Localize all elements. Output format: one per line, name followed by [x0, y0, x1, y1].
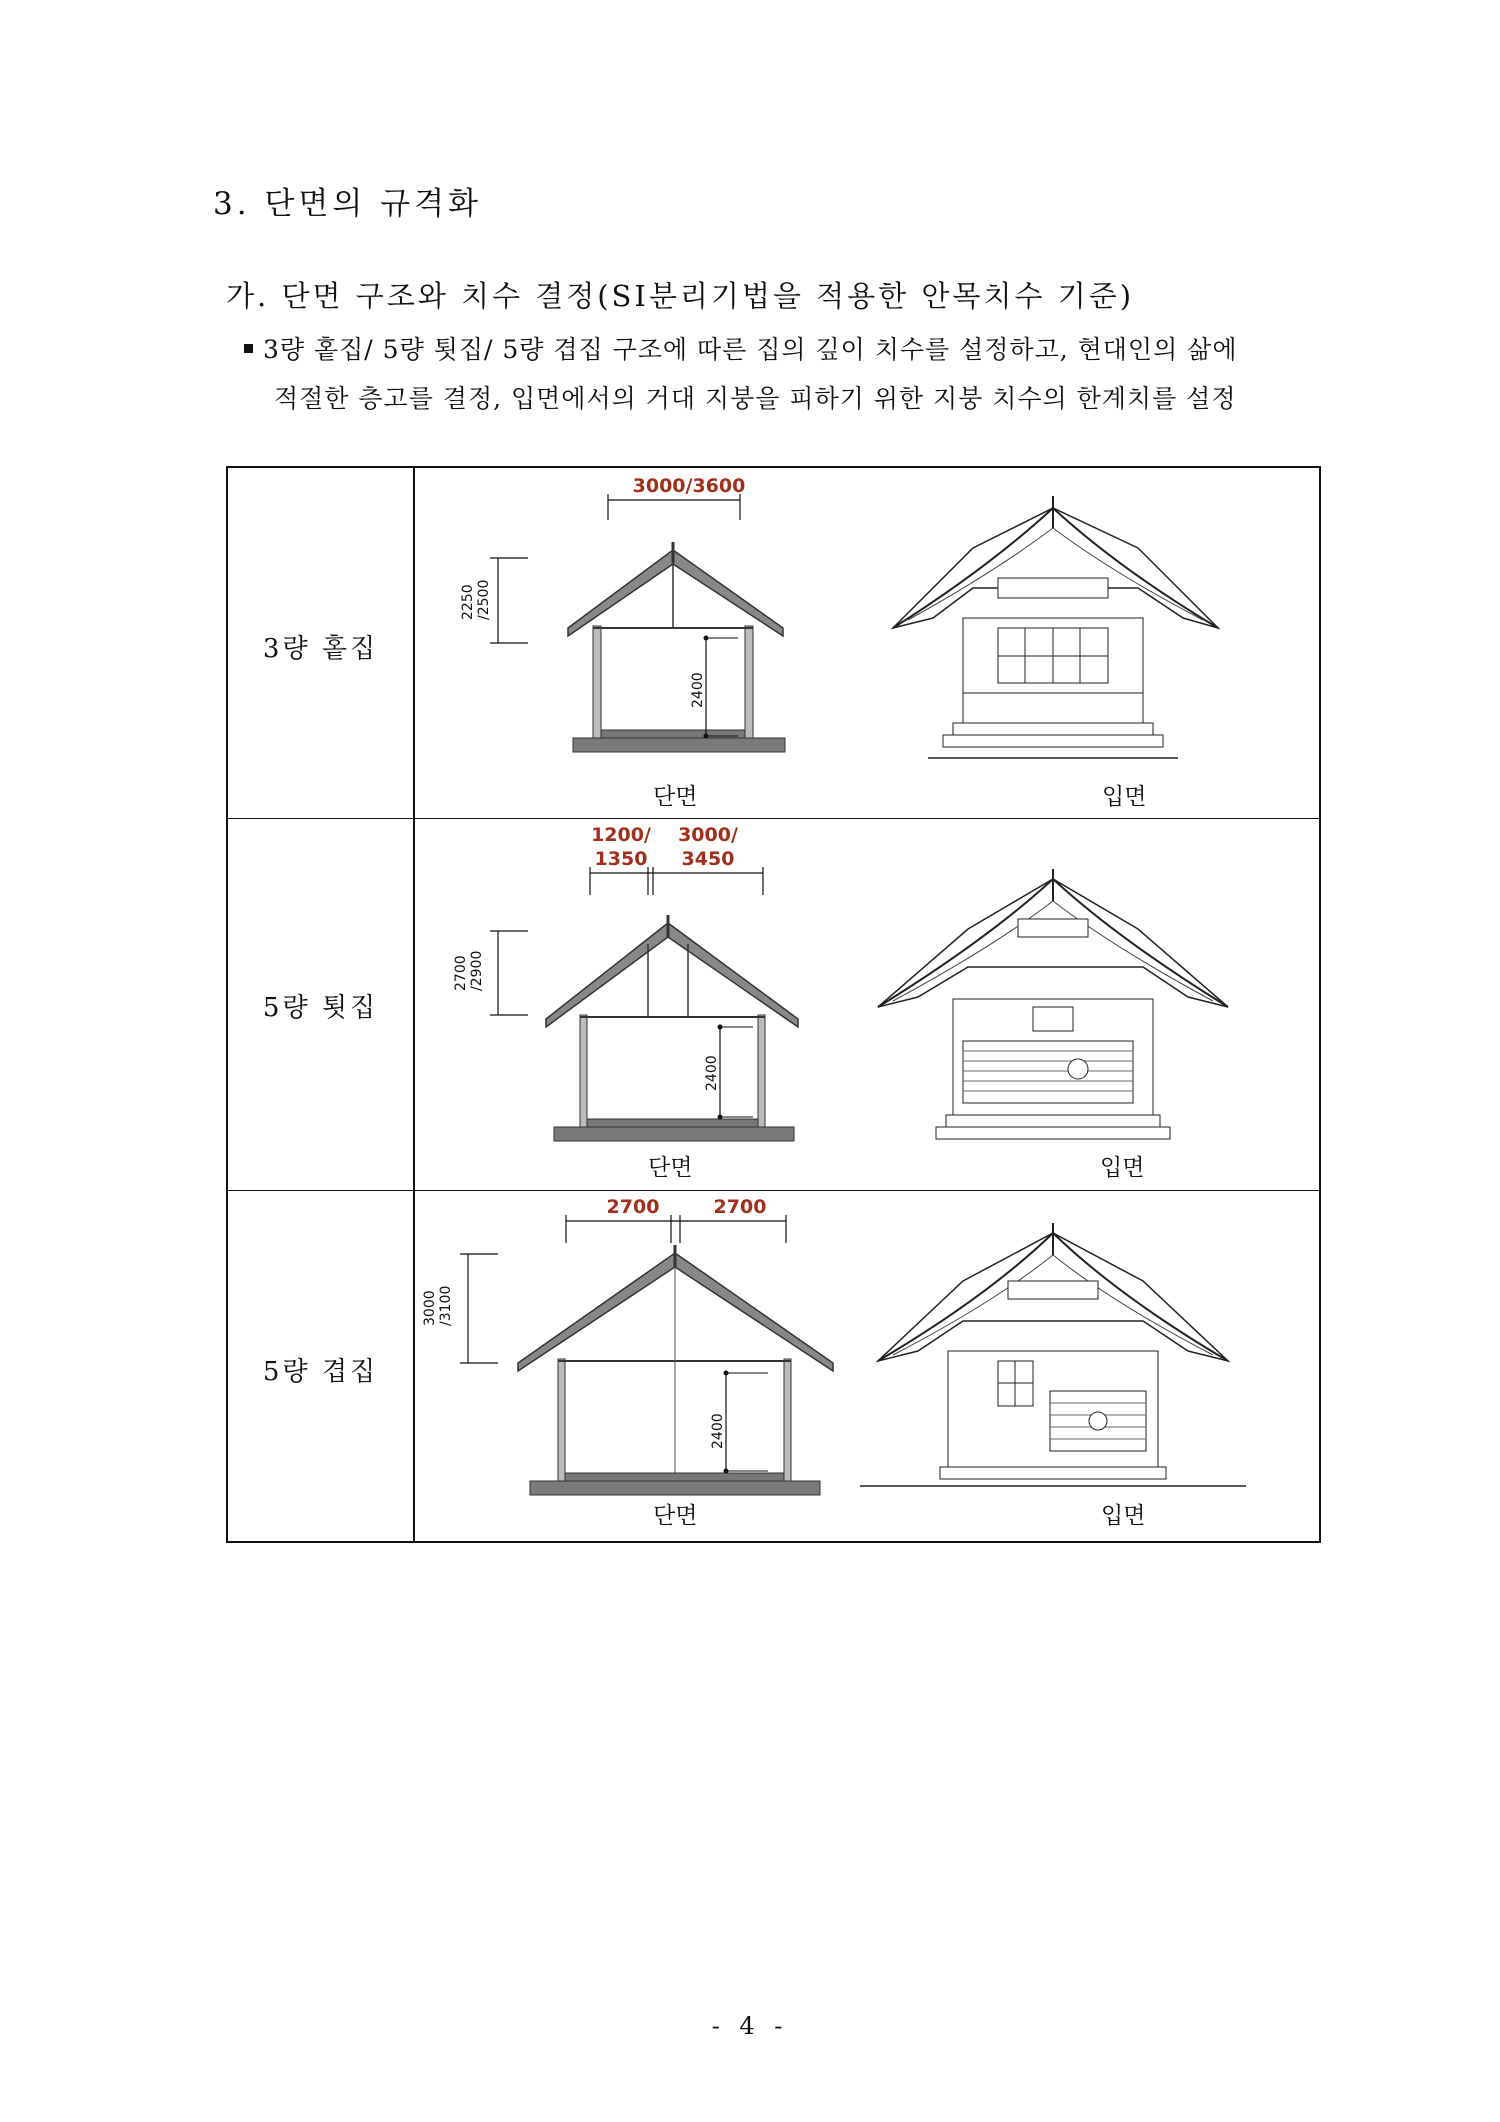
bullet-line-2: 적절한 층고를 결정, 입면에서의 거대 지붕을 피하기 위한 지붕 치수의 한계치를 설정 — [274, 384, 1237, 413]
section-caption: 단면 — [648, 1155, 693, 1181]
bullet-square-icon — [244, 344, 253, 353]
svg-text:3000: 3000 — [422, 1290, 438, 1326]
section-drawing-3ryang — [228, 468, 1318, 819]
width-dimension-right: 2700 — [713, 1196, 767, 1218]
subsection-title: 가. 단면 구조와 치수 결정(SI분리기법을 적용한 안목치수 기준) — [226, 279, 1135, 313]
elevation-drawing-5ryang-gyeop — [860, 1223, 1246, 1486]
elevation-drawing-3ryang — [893, 496, 1218, 758]
row-label: 3량 홑집 — [262, 634, 379, 664]
width-dimension: 3000/3600 — [632, 475, 746, 497]
row-label: 5량 툇집 — [262, 993, 379, 1023]
section-caption: 단면 — [653, 1503, 698, 1529]
page-number: - 4 - — [711, 2012, 789, 2040]
svg-text:2700: 2700 — [453, 955, 469, 991]
table-row-5ryang-toet — [228, 819, 1319, 1191]
svg-text:/3100: /3100 — [438, 1285, 454, 1326]
section-table — [226, 466, 1321, 1543]
table-row-3ryang — [228, 468, 1319, 819]
table-row-5ryang-gyeop — [228, 1191, 1319, 1542]
section-drawing-5ryang-gyeop — [228, 1191, 1318, 1542]
width-dimension-right: 3000/ 3450 — [678, 824, 738, 870]
floor-height-label: 2400 — [690, 672, 706, 708]
section-title: 3. 단면의 규격화 — [213, 186, 482, 222]
elevation-caption: 입면 — [1101, 1503, 1146, 1529]
elevation-drawing-5ryang-toet — [878, 869, 1228, 1139]
floor-height-label: 2400 — [704, 1055, 720, 1091]
section-drawing-5ryang-toet — [228, 819, 1318, 1191]
svg-text:/2900: /2900 — [469, 950, 485, 991]
svg-text:/2500: /2500 — [476, 579, 492, 620]
elevation-caption: 입면 — [1102, 784, 1147, 810]
width-dimension-left: 1200/ 1350 — [591, 824, 651, 870]
row-label: 5량 겹집 — [262, 1357, 379, 1387]
bullet-line-1: 3량 홑집/ 5량 툇집/ 5량 겹집 구조에 따른 집의 깊이 치수를 설정하고, 현대인의 삶에 — [263, 335, 1238, 364]
bullet-paragraph — [244, 325, 1324, 423]
section-caption: 단면 — [653, 784, 698, 810]
floor-height-label: 2400 — [710, 1413, 726, 1449]
svg-text:2250: 2250 — [460, 584, 476, 620]
width-dimension-left: 2700 — [606, 1196, 660, 1218]
elevation-caption: 입면 — [1100, 1155, 1145, 1181]
